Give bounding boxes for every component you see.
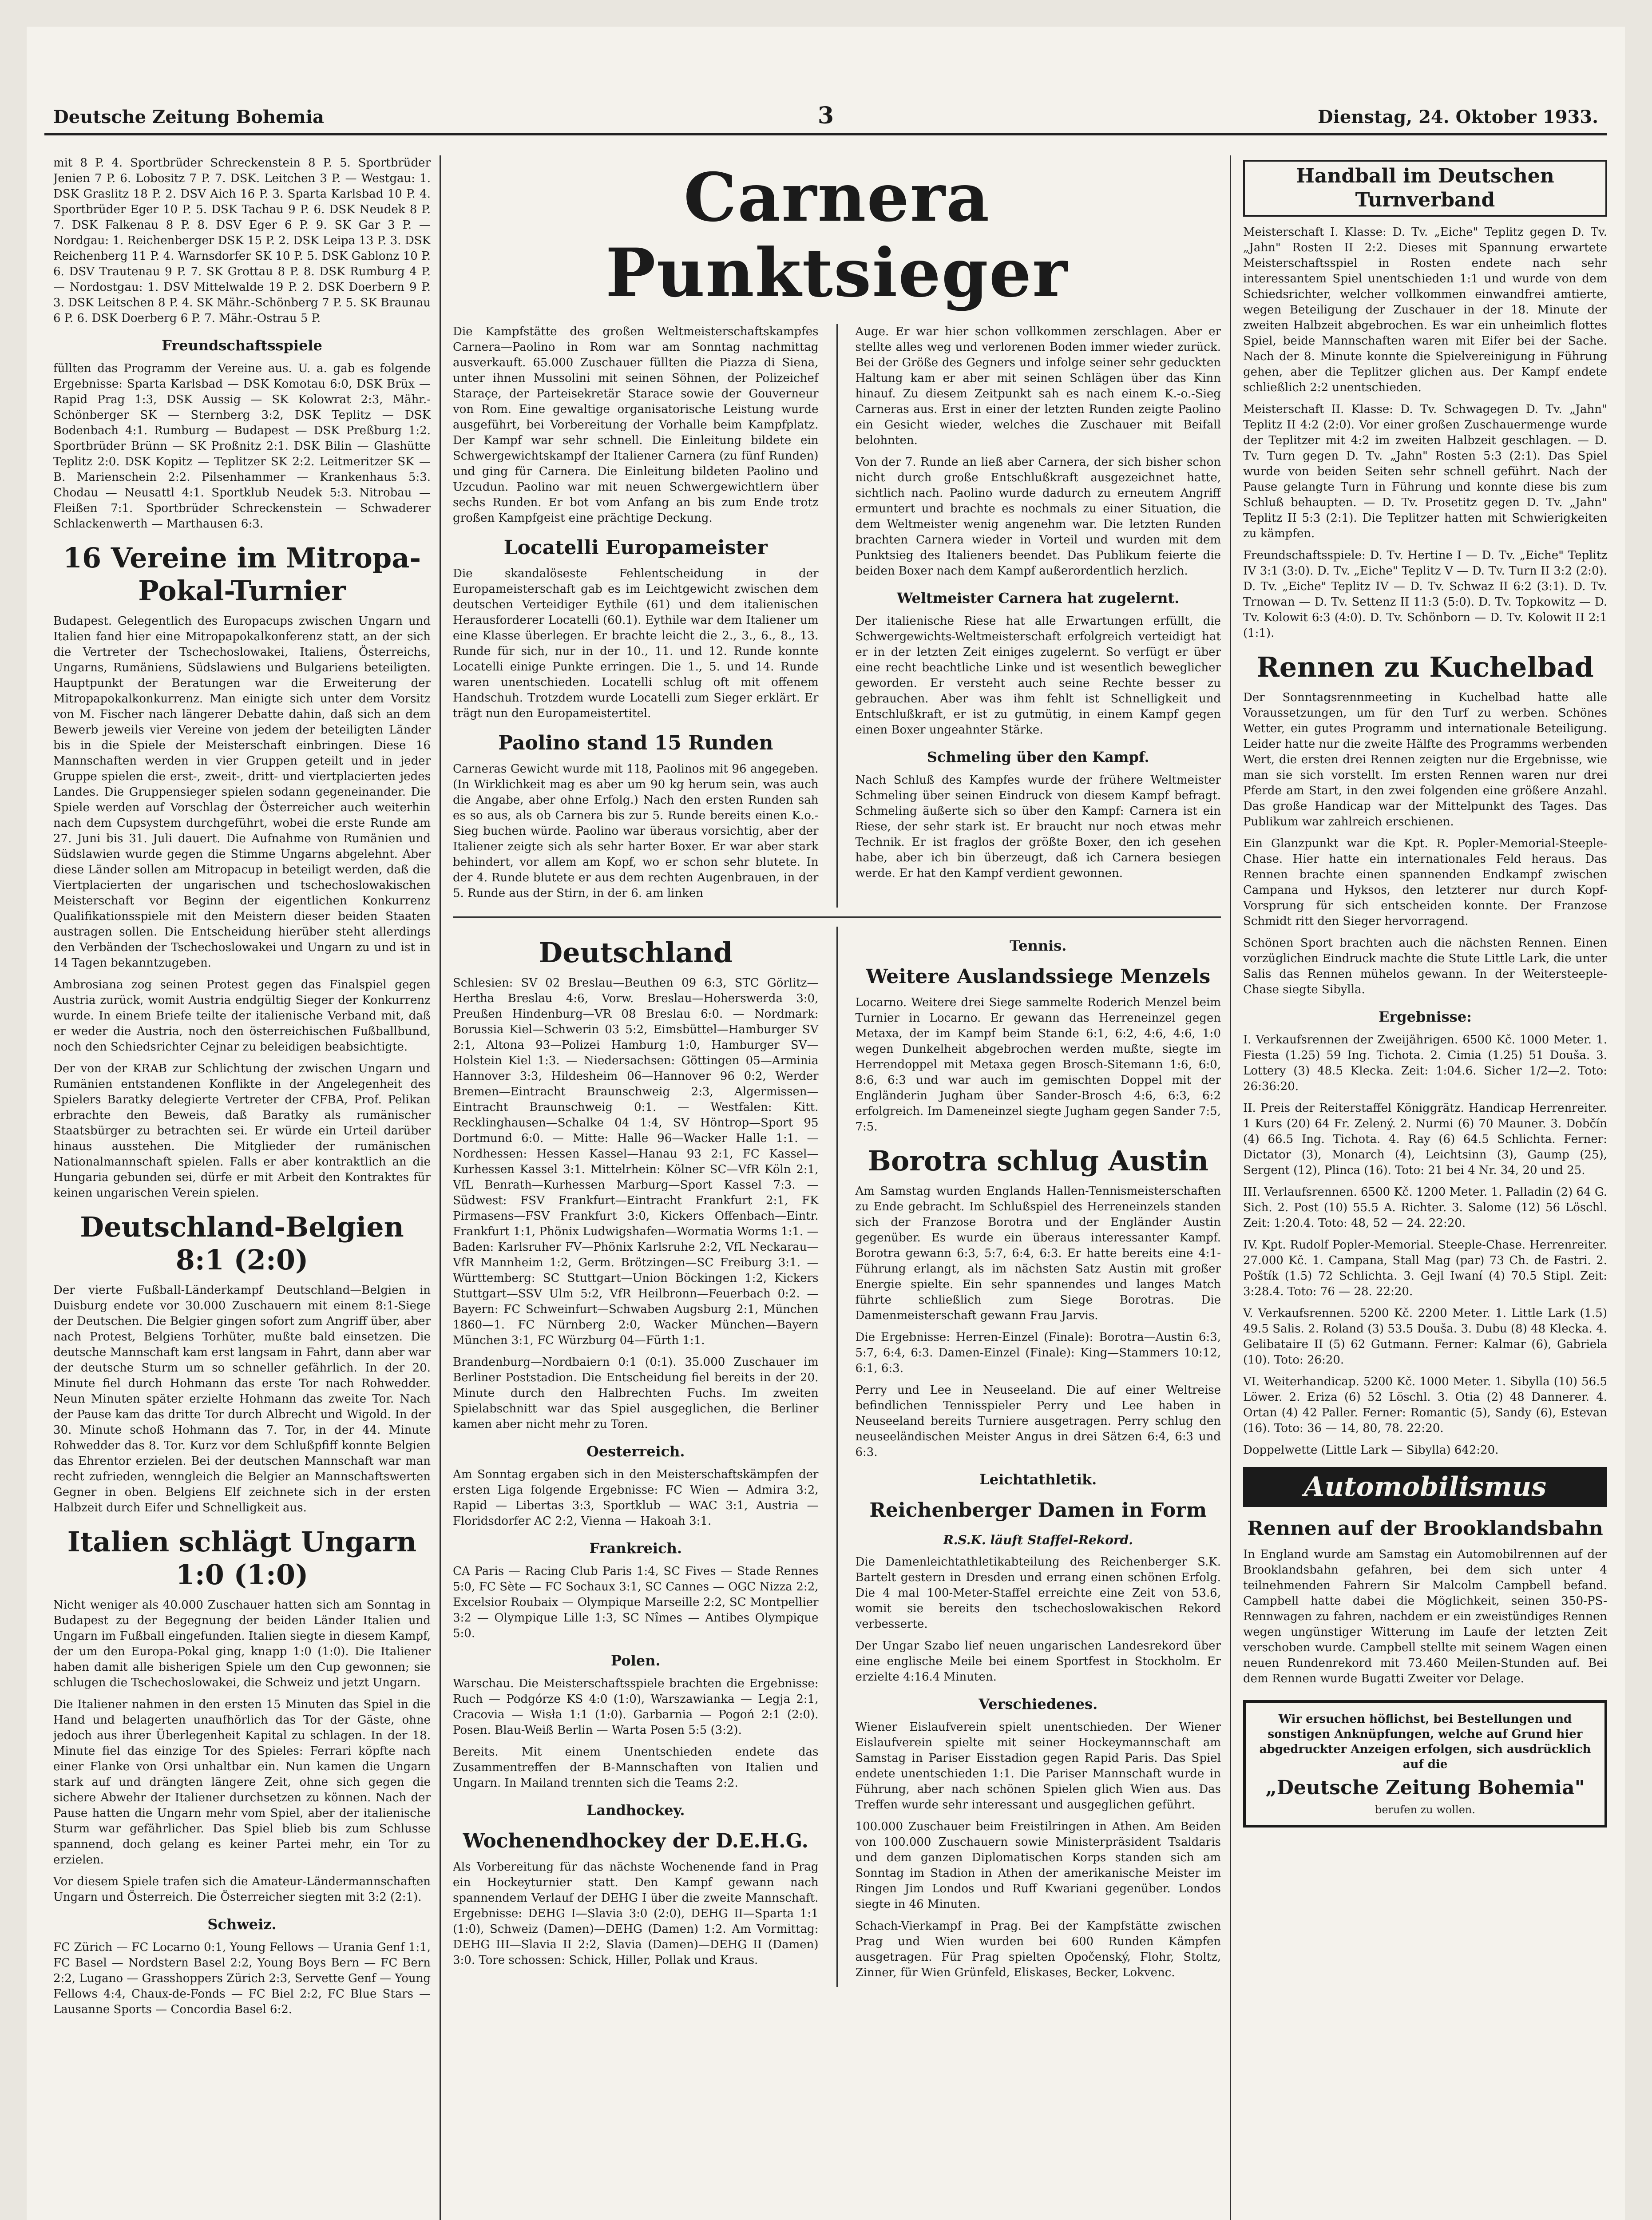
newspaper-page xyxy=(27,27,1625,2220)
split-upper xyxy=(453,324,1221,908)
section-heading: Schweiz. xyxy=(207,1916,277,1933)
article-headline: Borotra schlug Austin xyxy=(868,1145,1208,1177)
article-text: Die Italiener nahmen in den ersten 15 Minuten das Spiel in die Hand und belagerten unaufhörlich das Tor der Gäste, ohne jedoch aus ihrer Überlegenheit Kapital zu schlagen. In der 18. Minute fiel das einzige Tor des Spieles: Ferrari köpfte nach einer Flanke von Orsi unhaltbar ein. Nun kamen die Ungarn stark auf und drängten längere Zeit, ohne sich gegen die sichere Abwehr der Italiener durchsetzen zu können. Nach der Pause hatten die Ungarn mehr vom Spiel, aber der italienische Sturm war gefährlicher. Das Spiel blieb bis zum Schlusse spannend, doch gelang es keiner Partei mehr, ein Tor zu erzielen. xyxy=(53,1698,431,1867)
section-heading: Leichtathletik. xyxy=(979,1471,1097,1488)
subcolumn-left xyxy=(453,324,819,908)
article-text: Der italienische Riese hat alle Erwartungen erfüllt, die Schwergewichts-Weltmeisterschaft erfolgreich verteidigt hat er in der letzten Zeit einiges zugelernt. So verfügt er über eine recht beachtliche Linke und ist wesentlich beweglicher geworden. Er versteht auch seine Rechte besser zu gebrauchen. Aber was ihm fehlt ist Schnelligkeit und Entschlußkraft, er ist zu gutmütig, in einem Kampf gegen einen Boxer ungeahnter Stärke. xyxy=(855,614,1221,737)
article-text: Der Ungar Szabo lief neuen ungarischen Landesrekord über eine englische Meile bei einem Sportfest in Stockholm. Er erzielte 4:16.4 Minuten. xyxy=(855,1639,1221,1684)
article-headline: Handball im Deutschen Turnverband xyxy=(1243,160,1607,217)
race-result: II. Preis der Reiterstaffel Königgrätz. Handicap Herrenreiter. 1 Kurs (20) 64 Fr. Zelený. 2. Nurmi (6) 70 Mauner. 3. Dobčín (4) 66.5 Ing. Tichota. 4. Ray (6) 64.5 Schlichta. Ferner: Dictator (3), Monarch (4), Leichtsinn (3), Gaump (25), Sergent (12), Plinca (16). Toto: 21 bei 4 Nr. 34, 20 und 25. xyxy=(1243,1102,1607,1177)
section-heading: Verschiedenes. xyxy=(979,1696,1098,1713)
article-text: Die Damenleichtathletikabteilung des Reichenberger S.K. Bartelt gestern in Dresden und errang einen schönen Erfolg. Die 4 mal 100-Meter-Staffel erreichte eine Zeit von 53.6, womit sie bereits den tschechoslowakischen Rekord verbesserte. xyxy=(855,1555,1221,1631)
article-text: FC Zürich — FC Locarno 0:1, Young Fellows — Urania Genf 1:1, FC Basel — Nordstern Basel 2:2, Young Boys Bern — FC Bern 2:2, Lugano — Grasshoppers Zürich 2:3, Servette Genf — Young Fellows 4:4, Chaux-de-Fonds — FC Biel 2:2, FC Blue Stars — Lausanne Sports — Concordia Basel 6:2. xyxy=(53,1941,431,2016)
section-heading: Landhockey. xyxy=(586,1802,685,1819)
column-left xyxy=(53,155,431,2220)
advertising-notice xyxy=(1243,1700,1607,1828)
article-text: Vor diesem Spiele trafen sich die Amateur-Ländermannschaften Ungarn und Österreich. Die Österreicher siegten mit 3:2 (2:1). xyxy=(53,1875,431,1904)
article-text: Auge. Er war hier schon vollkommen zerschlagen. Aber er stellte alles weg und verlorenen Boden immer wieder zurück. Bei der Größe des Gegners und infolge seiner sehr geduckten Haltung kam er aber mit seinen Schlägen über das Kinn hinauf. Zu diesem Zeitpunkt sah es nach einem K.-o.-Sieg Carneras aus. Erst in einer der letzten Runden zeigte Paolino ein Gesicht wieder, welches die Zuschauer mit Beifall belohnten. xyxy=(855,325,1221,447)
article-text: Wiener Eislaufverein spielt unentschieden. Der Wiener Eislaufverein spielte mit seiner Hockeymannschaft am Samstag in Pariser Eisstadion gegen Rapid Paris. Das Spiel endete unentschieden 1:1. Die Pariser Mannschaft wurde in Führung, aber nach schönen Spielen glich Wien aus. Das Treffen wurde sehr interessant und ausgeglichen geführt. xyxy=(855,1720,1221,1812)
article-headline: Italien schlägt Ungarn 1:0 (1:0) xyxy=(67,1526,417,1591)
article-text: Nicht weniger als 40.000 Zuschauer hatten sich am Sonntag in Budapest zu der Begegnung der beiden Länder Italien und Ungarn im Fußball eingefunden. Italien siegte in diesem Kampf, der um den Europa-Pokal ging, knapp 1:0 (1:0). Die Italiener haben damit alle bisherigen Spiele um den Cup gewonnen; sie schlugen die Tschechoslowakei, die Schweiz und jetzt Ungarn. xyxy=(53,1598,431,1689)
subcolumn-left xyxy=(453,927,819,1987)
article-text: Die Ergebnisse: Herren-Einzel (Finale): Borotra—Austin 6:3, 5:7, 6:4, 6:3. Damen-Einzel (Finale): King—Stammers 10:12, 6:1, 6:3. xyxy=(855,1331,1221,1375)
article-text: Ambrosiana zog seinen Protest gegen das Finalspiel gegen Austria zurück, womit Austria endgültig Sieger der Konkurrenz wurde. In einem Briefe teilte der italienische Verband mit, daß er weder die Austria, noch den österreichischen Fußballbund, noch den Schiedsrichter Cejnar zu beleidigen beabsichtigte. xyxy=(53,978,431,1054)
column-right xyxy=(1243,155,1607,2220)
newspaper-name: Deutsche Zeitung Bohemia xyxy=(53,107,324,127)
page-number: 3 xyxy=(817,102,834,129)
article-text: 100.000 Zuschauer beim Freistilringen in Athen. Am Beiden von 100.000 Zuschauern sowie Ministerpräsident Tsaldaris und dem ganzen Diplomatischen Korps standen sich am Sonntag im Stadion in Athen der amerikanische Meister im Ringen Jim Londos und Ruff Kwariani gegenüber. Londos siegte in 46 Minuten. xyxy=(855,1820,1221,1911)
article-headline: Wochenendhockey der D.E.H.G. xyxy=(463,1830,808,1852)
article-headline: Deutschland xyxy=(539,936,733,969)
article-text: Die Kampfstätte des großen Weltmeisterschaftskampfes Carnera—Paolino in Rom war am Sonntag nachmittag ausverkauft. 65.000 Zuschauer füllten die Piazza di Siena, unter ihnen Mussolini mit seinen Söhnen, der Polizeichef Staraçe, der Parteisekretär Starace sowie der Gouverneur von Rom. Eine gewaltige organisatorische Leistung wurde ausgeführt, bei Vorbereitung der Vorhalle beim Kampfplatz. Der Kampf war sehr schnell. Die Einleitung bildete ein Schwergewichtskampf der Italiener Carnera (zu fünf Runden) und ging für Carnera. Die Einleitung bildeten Paolino und Uzcudun. Paolino war mit neuen Schwergewichtlern über sechs Runden. Er bot vom Anfang an bis zum Ende trotz großen Kampfgeist eine prächtige Deckung. xyxy=(453,325,819,525)
article-headline: Reichenberger Damen in Form xyxy=(869,1499,1207,1522)
article-subheadline: R.S.K. läuft Staffel-Rekord. xyxy=(943,1533,1133,1547)
article-text: Der von der KRAB zur Schlichtung der zwischen Ungarn und Rumänien entstandenen Konflikte in der Angelegenheit des Spielers Baratky delegierte Vertreter der CFBA, Prof. Pelikan erbrachte den Beweis, daß Baratky als rumänischer Staatsbürger zu betrachten sei. Er würde ein Urteil darüber hinaus ausstehen. Die Mitglieder der rumänischen Nationalmannschaft spielen. Falls er aber kontraktlich an die Hungaria gebunden sei, dürfe er mit Arbeit den Kontraktes für keinen ungarischen Verein spielen. xyxy=(53,1062,431,1200)
article-text: Budapest. Gelegentlich des Europacups zwischen Ungarn und Italien fand hier eine Mitropapokalkonferenz statt, an der sich die Vertreter der Tschechoslowakei, Italiens, Österreichs, Ungarns, Rumäniens, Südslawiens und Bulgariens beteiligten. Hauptpunkt der Beratungen war die Erweiterung der Mitropapokalkonkurrenz. Man einigte sich unter dem Vorsitz von M. Fischer nach längerer Debatte dahin, daß sich an dem Bewerb jeweils vier Vereine von jedem der beteiligten Länder bis in die Spiele der Meisterschaft einbringen. Diese 16 Mannschaften werden in vier Gruppen geteilt und in jeder Gruppe spielen die erst-, zweit-, dritt- und viertplacierten jedes Landes. Die Gruppensieger spielen sodann gegeneinander. Die Spiele werden auf Vorschlag der Österreicher auch weiterhin nach dem Cupsystem durchgeführt, wobei die erste Runde am 27. Juni bis 31. Juli dauert. Die Aufnahme von Rumänien und Südslawien wurde gegen die Stimme Ungarns abgelehnt. Aber diese Länder sollen am Mitropacup in beteiligt werden, daß die Viertplacierten der ungarischen und tschechoslowakischen Meisterschaft vor Beginn der eigentlichen Konkurrenz Qualifikationsspiele mit den Meistern dieser beiden Staaten austragen sollen. Die Entscheidung hierüber steht allerdings den Verbänden der Tschechoslowakei und Ungarn zu und ist in 14 Tagen bekanntzugeben. xyxy=(53,614,431,970)
section-heading: Polen. xyxy=(611,1652,661,1669)
race-result: IV. Kpt. Rudolf Popler-Memorial. Steeple-Chase. Herrenreiter. 27.000 Kč. 1. Campana, Stall Mag (par) 73 Ch. de Fastri. 2. Poštík (1.5) 72 Schlichta. 3. Gejl Iwaní (4) 70.5 Stipl. Zeit: 3:28.4. Toto: 76 — 28. 22:20. xyxy=(1243,1238,1607,1298)
section-heading: Freundschaftsspiele xyxy=(162,337,322,354)
article-text: Als Vorbereitung für das nächste Wochenende fand in Prag ein Hockeyturnier statt. Den Kampf gewann nach spannendem Verlauf der DEHG I über die zweite Mannschaft. Ergebnisse: DEHG I—Slavia 3:0 (2:0), DEHG II—Sparta 1:1 (1:0), Schweiz (Damen)—DEHG (Damen) 1:2. Am Vormittag: DEHG III—Slavia II 2:2, Slavia (Damen)—DEHG II (Damen) 3:0. Tore schossen: Schick, Hiller, Pollak und Kraus. xyxy=(453,1860,819,1967)
main-headline: Carnera Punktsieger xyxy=(605,159,1069,312)
section-banner: Automobilismus xyxy=(1243,1467,1607,1507)
issue-date: Dienstag, 24. Oktober 1933. xyxy=(1317,107,1598,127)
race-result: VI. Weiterhandicap. 5200 Kč. 1000 Meter. 1. Sibylla (10) 56.5 Löwer. 2. Eriza (6) 52 Löschl. 3. Otia (2) 48 Dannerer. 4. Ortan (4) 42 Paller. Ferner: Romantic (5), Sandy (6), Estevan (16). Toto: 36 — 14, 80, 78. 22:20. xyxy=(1243,1375,1607,1435)
column-rule xyxy=(440,155,441,2220)
article-text: Meisterschaft I. Klasse: D. Tv. „Eiche" Teplitz gegen D. Tv. „Jahn" Rosten II 2:2. Dieses mit Spannung erwartete Meisterschaftsspiel in Rosten endete nach sehr interessantem Spiel unentschieden 1:1 und wurde von dem Schiedsrichter, welcher vollkommen einwandfrei amtierte, wegen Beteiligung der Zuschauer in der 18. Minute der zweiten Halbzeit abgebrochen. Es war ein unheimlich flottes Spiel, beide Mannschaften waren mit Eifer bei der Sache. Nach der 8. Minute konnte die Spielvereinigung in Führung gehen, aber die Teplitzer glichen aus. Der Kampf endete schließlich 2:2 unentschieden. xyxy=(1243,226,1607,394)
race-result: III. Verlaufsrennen. 6500 Kč. 1200 Meter. 1. Palladin (2) 64 G. Sich. 2. Post (10) 55.5 A. Richter. 3. Salome (12) 56 Löschl. Zeit: 1:20.4. Toto: 48, 52 — 24. 22:20. xyxy=(1243,1185,1607,1230)
article-text: Schönen Sport brachten auch die nächsten Rennen. Einen vorzüglichen Eindruck machte die Stute Little Lark, die unter Salis das Rennen mühelos gewann. In der Weitersteeple-Chase siegte Sibylla. xyxy=(1243,936,1607,996)
race-result: Doppelwette (Little Lark — Sibylla) 642:20. xyxy=(1243,1443,1499,1457)
section-heading: Frankreich. xyxy=(589,1540,682,1557)
subcolumn-right xyxy=(856,324,1221,908)
article-text: Brandenburg—Nordbaiern 0:1 (0:1). 35.000 Zuschauer im Berliner Poststadion. Die Entscheidung fiel bereits in der 20. Minute durch den Halbrechten Fuchs. Im zweiten Spielabschnitt war das Spiel ausgeglichen, die Berliner kamen aber nicht mehr zu Toren. xyxy=(453,1356,819,1431)
subcolumn-right xyxy=(856,927,1221,1987)
section-heading: Ergebnisse: xyxy=(1379,1008,1472,1025)
article-text: Der vierte Fußball-Länderkampf Deutschland—Belgien in Duisburg endete vor 30.000 Zuschauern mit einem 8:1-Siege der Deutschen. Die Belgier gingen sofort zum Angriff über, aber nach Protest, Belgiens Torhüter, mußte bald einsetzen. Die deutsche Mannschaft kam erst langsam in Fahrt, dann aber war der deutsche Sturm um so schneller gefährlich. In der 20. Minute fiel durch Hohmann das erste Tor nach Rohwedder. Neun Minuten später erzielte Hohmann das zweite Tor. Nach der Pause kam das dritte Tor durch Albrecht und Wigold. In der 30. Minute schoß Hohmann das 7. Tor, in der 44. Minute Rohwedder das 8. Tor. Kurz vor dem Schlußpfiff konnte Belgien das Ehrentor erzielen. Bei der deutschen Mannschaft war man recht zufrieden, wenngleich die Belgier an Mannschaftswerten Gegner in oben. Belgiens Elf zeichnete sich in der ersten Halbzeit durch Eifer und Schnelligkeit aus. xyxy=(53,1284,431,1514)
article-headline: Paolino stand 15 Runden xyxy=(498,732,773,754)
article-text: Am Sonntag ergaben sich in den Meisterschaftskämpfen der ersten Liga folgende Ergebnisse: FC Wien — Admira 3:2, Rapid — Libertas 3:3, Sportklub — WAC 3:1, Austria — Floridsdorfer AC 2:2, Vienna — Hakoah 3:1. xyxy=(453,1468,819,1528)
article-headline: 16 Vereine im Mitropa-Pokal-Turnier xyxy=(63,542,421,607)
section-heading: Schmeling über den Kampf. xyxy=(927,749,1149,765)
notice-text: Wir ersuchen höflichst, bei Bestellungen und sonstigen Anknüpfungen, welche auf Grund hier abgedruckter Anzeigen erfolgen, sich ausdrücklich auf die xyxy=(1259,1713,1591,1771)
section-rule xyxy=(453,916,1221,918)
article-text: Ein Glanzpunkt war die Kpt. R. Popler-Memorial-Steeple-Chase. Hier hatte ein internationales Feld heraus. Das Rennen brachte einen spannenden Endkampf zwischen Campana und Hyksos, den letzterer nur durch Kopf-Vorsprung für sich entscheiden konnte. Der Franzose Schmidt ritt den Sieger hervorragend. xyxy=(1243,837,1607,928)
article-headline: Rennen zu Kuchelbad xyxy=(1256,651,1594,683)
article-headline: Weitere Auslandssiege Menzels xyxy=(866,965,1211,988)
article-text: Von der 7. Runde an ließ aber Carnera, der sich bisher schon nicht durch große Entschlußkraft ausgezeichnet hatte, sichtlich nach. Paolino wurde dadurch zu erneutem Angriff ermuntert und brachte es nochmals zu einer Situation, die dem Weltmeister wenig angenehm war. Die letzten Runden brachten Carnera wieder in Vorteil und wurden mit dem Punktsieg des Italieners beendet. Das Publikum feierte die beiden Boxer nach dem Kampf außerordentlich herzlich. xyxy=(855,456,1221,578)
article-text: Die skandalöseste Fehlentscheidung in der Europameisterschaft gab es im Leichtgewicht zwischen dem deutschen Verteidiger Eythile (61) und dem italienischen Herausforderer Locatelli (60.1). Eythile war dem Italiener um eine Klasse überlegen. Er brachte leicht die 2., 3., 6., 8., 13. Runde für sich, nur in der 10., 11. und 12. Runde konnte Locatelli einige Punkte erringen. Die 1., 5. und 14. Runde waren unentschieden. Locatelli schlug oft mit offenem Handschuh. Trotzdem wurde Locatelli zum Sieger erklärt. Er trägt nun den Europameistertitel. xyxy=(453,567,819,720)
article-text: Freundschaftsspiele: D. Tv. Hertine I — D. Tv. „Eiche" Teplitz IV 3:1 (3:0). D. Tv. „Eiche" Teplitz V — D. Tv. Turn II 3:2 (2:0). D. Tv. „Eiche" Teplitz IV — D. Tv. Schwaz II 6:2 (3:1). D. Tv. Trnowan — D. Tv. Settenz II 11:3 (5:0). D. Tv. Topkowitz — D. Tv. Kolowit 6:3 (4:0). D. Tv. Schönborn — D. Tv. Kolowit II 2:1 (1:1). xyxy=(1243,549,1607,640)
article-text: Perry und Lee in Neuseeland. Die auf einer Weltreise befindlichen Tennisspieler Perry und Lee haben in Neuseeland bereits Turniere ausgetragen. Perry schlug den neuseeländischen Meister Angus in drei Sätzen 6:4, 6:3 und 6:3. xyxy=(855,1384,1221,1459)
race-result: V. Verkaufsrennen. 5200 Kč. 2200 Meter. 1. Little Lark (1.5) 49.5 Salis. 2. Roland (3) 53.5 Douša. 3. Dubu (8) 48 Klecka. 4. Gelibataire II (5) 62 Gutmann. Ferner: Kalmar (6), Gabriela (10). Toto: 26:20. xyxy=(1243,1307,1607,1367)
article-text: Bereits. Mit einem Unentschieden endete das Zusammentreffen der B-Mannschaften von Italien und Ungarn. In Mailand trennten sich die Teams 2:2. xyxy=(453,1745,819,1790)
column-center xyxy=(453,155,1221,2220)
article-text: Schlesien: SV 02 Breslau—Beuthen 09 6:3, STC Görlitz—Hertha Breslau 4:6, Vorw. Breslau—Hoherswerda 3:0, Preußen Hindenburg—VR 08 Breslau 6:0. — Nordmark: Borussia Kiel—Schwerin 03 5:2, Eimsbüttel—Hamburger SV 2:1, Altona 93—Polizei Hamburg 1:0, Hamburger SV—Holstein Kiel 1:3. — Niedersachsen: Göttingen 05—Arminia Hannover 3:3, Hildesheim 06—Hannover 96 0:2, Werder Bremen—Eintracht Braunschweig 2:3, Algermissen—Eintracht Braunschweig 0:1. — Westfalen: Kitt. Recklinghausen—Schalke 04 1:4, SV Höntrop—Sport 95 Dortmund 6:0. — Mitte: Halle 96—Wacker Halle 1:1. — Nordhessen: Hessen Kassel—Hanau 93 2:1, FC Kassel—Kurhessen Kassel 3:1. Mittelrhein: Kölner SC—VfR Köln 2:1, VfL Benrath—Kurhessen Marburg—Sport Kassel 7:3. — Südwest: FSV Frankfurt—Eintracht Frankfurt 2:1, FK Pirmasens—FSV Frankfurt 3:0, Kickers Offenbach—Eintr. Frankfurt 1:1, Phönix Ludwigshafen—Wormatia Worms 1:1. — Baden: Karlsruher FV—Phönix Karlsruhe 2:2, VfL Neckarau—VfR Mannheim 1:2, Germ. Brötzingen—SC Freiburg 3:1. — Württemberg: SC Stuttgart—Union Böckingen 1:2, Kickers Stuttgart—SSV Ulm 5:2, VfR Heilbronn—Feuerbach 0:2. — Bayern: FC Schweinfurt—Schwaben Augsburg 2:1, München 1860—1. FC Nürnberg 2:0, Wacker München—Bayern München 3:1, FC Würzburg 04—Fürth 1:1. xyxy=(453,976,819,1347)
masthead xyxy=(44,102,1607,135)
article-text: In England wurde am Samstag ein Automobilrennen auf der Brooklandsbahn gefahren, bei dem sich unter 4 teilnehmenden Fahrern Sir Malcolm Campbell befand. Campbell hatte dabei die Möglichkeit, seinen 350-PS-Rennwagen zu fahren, nachdem er ein zweistündiges Rennen wegen ungünstiger Witterung im Laufe der letzten Zeit verschoben wurde. Campbell stellte mit seinem Wagen einen neuen Rundenrekord mit 73.460 Meilen-Stunden auf. Bei dem Rennen wurde Bugatti Zweiter vor Delage. xyxy=(1243,1548,1607,1685)
article-headline: Deutschland-Belgien 8:1 (2:0) xyxy=(80,1211,404,1276)
league-standings: mit 8 P. 4. Sportbrüder Schreckenstein 8 P. 5. Sportbrüder Jenien 7 P. 6. Lobositz 7 P. 7. DSK. Leitchen 3 P. — Westgau: 1. DSK Graslitz 18 P. 2. DSV Aich 16 P. 3. Sparta Karlsbad 10 P. 4. Sportbrüder Eger 10 P. 5. DSK Tachau 9 P. 6. DSK Neudek 8 P. 7. DSK Falkenau 8 P. 8. DSV Eger 6 P. 9. SK Gar 3 P. — Nordgau: 1. Reichenberger DSK 15 P. 2. DSK Leipa 13 P. 3. DSK Reichenberg 11 P. 4. Warnsdorfer SK 10 P. 5. DSK Gablonz 10 P. 6. DSV Trautenau 9 P. 7. SK Grottau 8 P. 8. DSK Rumburg 4 P. — Nordostgau: 1. DSV Mittelwalde 19 P. 2. DSK Doerbern 9 P. 3. DSK Leitschen 8 P. 4. SK Mähr.-Schönberg 7 P. 5. SK Braunau 6 P. 6. DSK Doerberg 6 P. 7. Mähr.-Ostrau 5 P. xyxy=(53,156,431,325)
notice-newspaper-name: „Deutsche Zeitung Bohemia" xyxy=(1265,1776,1585,1799)
article-text: Nach Schluß des Kampfes wurde der frühere Weltmeister Schmeling über seinen Eindruck von diesem Kampf befragt. Schmeling äußerte sich so über den Kampf: Carnera ist ein Riese, der sehr stark ist. Er braucht nur noch etwas mehr Technik. Er ist fraglos der größte Boxer, den ich gesehen habe, aber ich bin überzeugt, daß ich Carnera besiegen werde. Er hat den Kampf verdient gewonnen. xyxy=(855,773,1221,880)
article-text: Locarno. Weitere drei Siege sammelte Roderich Menzel beim Turnier in Locarno. Er gewann das Herreneinzel gegen Metaxa, der im Kampf beim Stande 6:1, 6:2, 4:6, 4:6, 1:0 wegen Dunkelheit abgebrochen werden mußte, siegte im Herrendoppel mit Metaxa gegen Brosch-Sitemann 1:6, 6:0, 8:6, 6:3 und war auch im gemischten Doppel mit der Engländerin Jugham über Sander-Brosch 4:6, 6:3, 6:2 erfolgreich. Im Dameneinzel siegte Jugham gegen Sander 7:5, 7:5. xyxy=(855,996,1221,1134)
article-text: CA Paris — Racing Club Paris 1:4, SC Fives — Stade Rennes 5:0, FC Sète — FC Sochaux 3:1, SC Cannes — OGC Nizza 2:2, Excelsior Roubaix — Olympique Marseille 2:2, SC Montpellier 3:2 — Olympique Lille 1:3, SC Nîmes — Antibes Olympique 5:0. xyxy=(453,1565,819,1640)
split-lower xyxy=(453,927,1221,1987)
article-text: Schach-Vierkampf in Prag. Bei der Kampfstätte zwischen Prag und Wien wurden bei 600 Runden Kämpfen ausgetragen. Für Prag spielten Opočenský, Flohr, Stoltz, Zinner, für Wien Grünfeld, Eliskases, Becker, Lokvenc. xyxy=(855,1919,1221,1979)
section-heading: Weltmeister Carnera hat zugelernt. xyxy=(897,590,1180,607)
article-headline: Rennen auf der Brooklandsbahn xyxy=(1247,1517,1603,1540)
article-text: Carneras Gewicht wurde mit 118, Paolinos mit 96 angegeben. (In Wirklichkeit mag es aber um 90 kg herum sein, was auch die Angabe, aber ohne Erfolg.) Nach den ersten Runden sah es so aus, als ob Carnera bis zur 5. Runde bereits einen K.o.-Sieg buchen würde. Paolino war überaus vorsichtig, aber der Italiener zeigte sich als sehr harter Boxer. Er war aber stark behindert, vor allem am Kopf, wo er schon sehr blutete. In der 4. Runde blutete er aus dem rechten Augenbrauen, in der 5. Runde aus der Stirn, in der 6. am linken xyxy=(453,762,819,900)
section-heading: Oesterreich. xyxy=(586,1443,685,1460)
article-text: Am Samstag wurden Englands Hallen-Tennismeisterschaften zu Ende gebracht. Im Schlußspiel des Herreneinzels standen sich der Franzose Borotra und der Engländer Austin gegenüber. Es wurde ein überaus interessanter Kampf. Borotra gewann 6:3, 5:7, 6:4, 6:3. Er hatte bereits eine 4:1-Führung erlangt, als im nächsten Satz Austin mit großer Energie spielte. Ein sehr spannendes und langes Match führte schließlich zum Siege Borotras. Die Damenmeisterschaft gewann Frau Jarvis. xyxy=(855,1185,1221,1322)
race-result: I. Verkaufsrennen der Zweijährigen. 6500 Kč. 1000 Meter. 1. Fiesta (1.25) 59 Ing. Tichota. 2. Cimia (1.25) 51 Douša. 3. Lottery (3) 48.5 Klecka. Zeit: 1:04.6. Sicher 1/2—2. Toto: 26:36:20. xyxy=(1243,1033,1607,1093)
notice-end: berufen zu wollen. xyxy=(1375,1804,1476,1816)
article-text: füllten das Programm der Vereine aus. U. a. gab es folgende Ergebnisse: Sparta Karlsbad — DSK Komotau 6:0, DSK Brüx — Rapid Prag 1:3, DSK Aussig — SK Kolowrat 2:3, Mähr.-Schönberger SK — Sternberg 3:2, DSK Teplitz — DSK Bodenbach 4:1. Rumburg — Budapest — DSK Preßburg 1:2. Sportbrüder Brünn — SK Proßnitz 2:1. DSK Bilin — Glashütte Teplitz 2:0. DSK Kopitz — Teplitzer SK 2:2. Leitmeritzer SK — B. Marienschein 2:2. Pilsenhammer — Krankenhaus 5:3. Chodau — Neusattl 4:1. Sportklub Neudek 5:3. Nitrobau — Fleißen 7:1. Sportbrüder Schreckenstein — Schwaderer Schlackenwerth — Marthausen 6:3. xyxy=(53,362,431,531)
column-rule xyxy=(836,324,838,908)
article-text: Der Sonntagsrennmeeting in Kuchelbad hatte alle Voraussetzungen, um für den Turf zu werben. Schönes Wetter, ein gutes Programm und internationale Beteiligung. Leider hatte nur die zweite Hälfte des Programms werbenden Wert, die ersten drei Rennen zeigten nur die Ergebnisse, wie man sie sich vorstellt. Im ersten Rennen waren nur drei Pferde am Start, in den zwei folgenden eine größere Anzahl. Das große Handicap war der Mittelpunkt des Tages. Das Publikum war zahlreich erschienen. xyxy=(1243,691,1607,829)
column-rule xyxy=(836,927,838,1987)
article-headline: Locatelli Europameister xyxy=(503,536,768,559)
article-text: Warschau. Die Meisterschaftsspiele brachten die Ergebnisse: Ruch — Podgórze KS 4:0 (1:0), Warszawianka — Legja 2:1, Cracovia — Wisła 1:1 (1:0). Garbarnia — Pogoń 2:1 (2:0). Posen. Blau-Weiß Berlin — Warta Posen 5:5 (3:2). xyxy=(453,1677,819,1737)
section-heading: Tennis. xyxy=(1010,937,1067,954)
article-text: Meisterschaft II. Klasse: D. Tv. Schwagegen D. Tv. „Jahn" Teplitz II 4:2 (2:0). Vor einer großen Zuschauermenge wurde der Teplitzer mit 4:2 im zweiten Halbzeit geschlagen. — D. Tv. Turn gegen D. Tv. „Jahn" Rosten 5:3 (2:1). Das Spiel wurde von beiden Seiten sehr schnell geführt. Nach der Pause gelangte Turn in Führung und konnte diese bis zum Schluß behaupten. — D. Tv. Prosetitz gegen D. Tv. „Jahn" Teplitz II 5:3 (2:1). Die Teplitzer hatten mit Schwierigkeiten zu kämpfen. xyxy=(1243,403,1607,540)
column-rule xyxy=(1230,155,1231,2220)
